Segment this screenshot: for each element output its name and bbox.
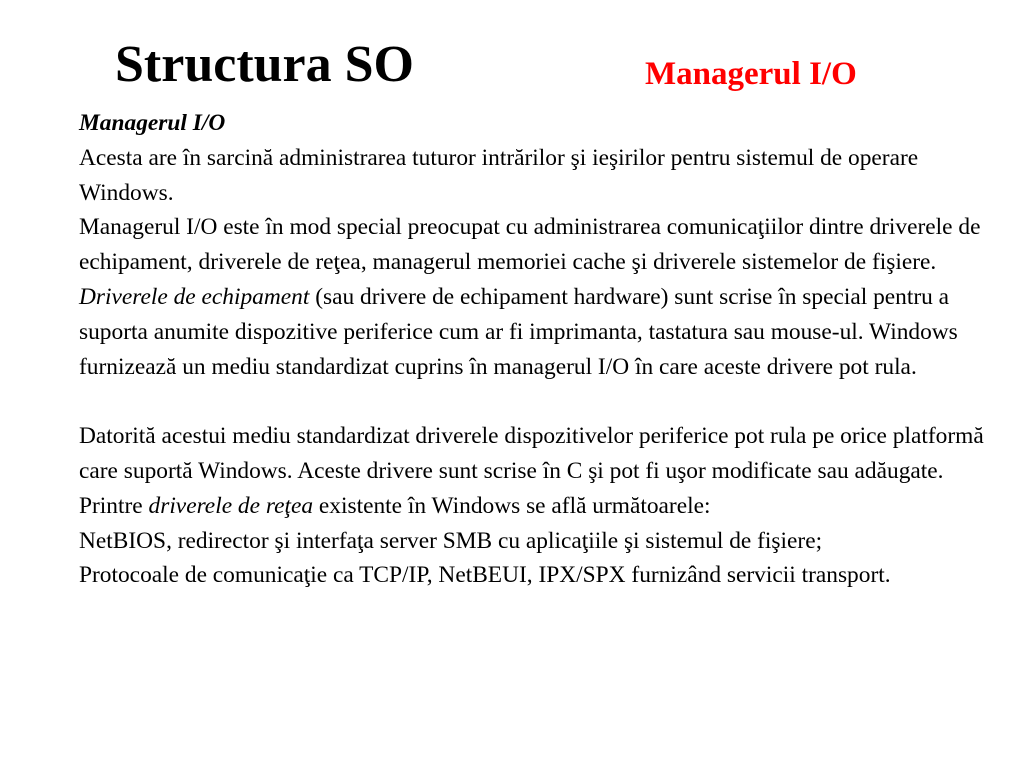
network-drivers-term: driverele de reţea — [148, 492, 314, 519]
paragraph-network-drivers — [79, 489, 999, 524]
slide-body — [79, 106, 999, 593]
device-drivers-text: (sau drivere de echipament hardware) sunt scrise în special pentru a suporta anumite dispozitive periferice cum ar fi imprimanta, tastatura sau mouse-ul. Windows furnizează un mediu standardizat cuprins în managerul I/O în care aceste drivere pot rula. — [79, 283, 958, 380]
paragraph-communications: Managerul I/O este în mod special preocupat cu administrarea comunicaţiilor dintre driverele de echipament, driverele de reţea, managerul memoriei cache şi driverele sistemelor de fişiere. — [79, 214, 981, 276]
slide-title: Structura SO — [115, 36, 414, 93]
list-item-netbios: NetBIOS, redirector şi interfaţa server SMB cu aplicaţiile şi sistemul de fişiere; — [79, 527, 823, 554]
network-drivers-suffix: existente în Windows se află următoarele: — [313, 492, 711, 519]
slide-subtitle: Managerul I/O — [645, 56, 857, 92]
network-drivers-prefix: Printre — [79, 492, 149, 519]
paragraph-standardized-environment: Datorită acestui mediu standardizat driverele dispozitivelor periferice pot rula pe orice platformă care suportă Windows. Aceste drivere sunt scrise în C şi pot fi uşor modificate sau adăugate. — [79, 423, 984, 484]
device-drivers-term: Driverele de echipament — [79, 283, 310, 310]
blank-line — [79, 384, 999, 419]
list-item-protocols: Protocoale de comunicaţie ca TCP/IP, NetBEUI, IPX/SPX furnizând servicii transport. — [79, 562, 891, 589]
section-heading: Managerul I/O — [79, 110, 226, 136]
paragraph-intro: Acesta are în sarcină administrarea tuturor intrărilor şi ieşirilor pentru sistemul de operare Windows. — [79, 144, 919, 206]
paragraph-device-drivers — [79, 280, 999, 384]
